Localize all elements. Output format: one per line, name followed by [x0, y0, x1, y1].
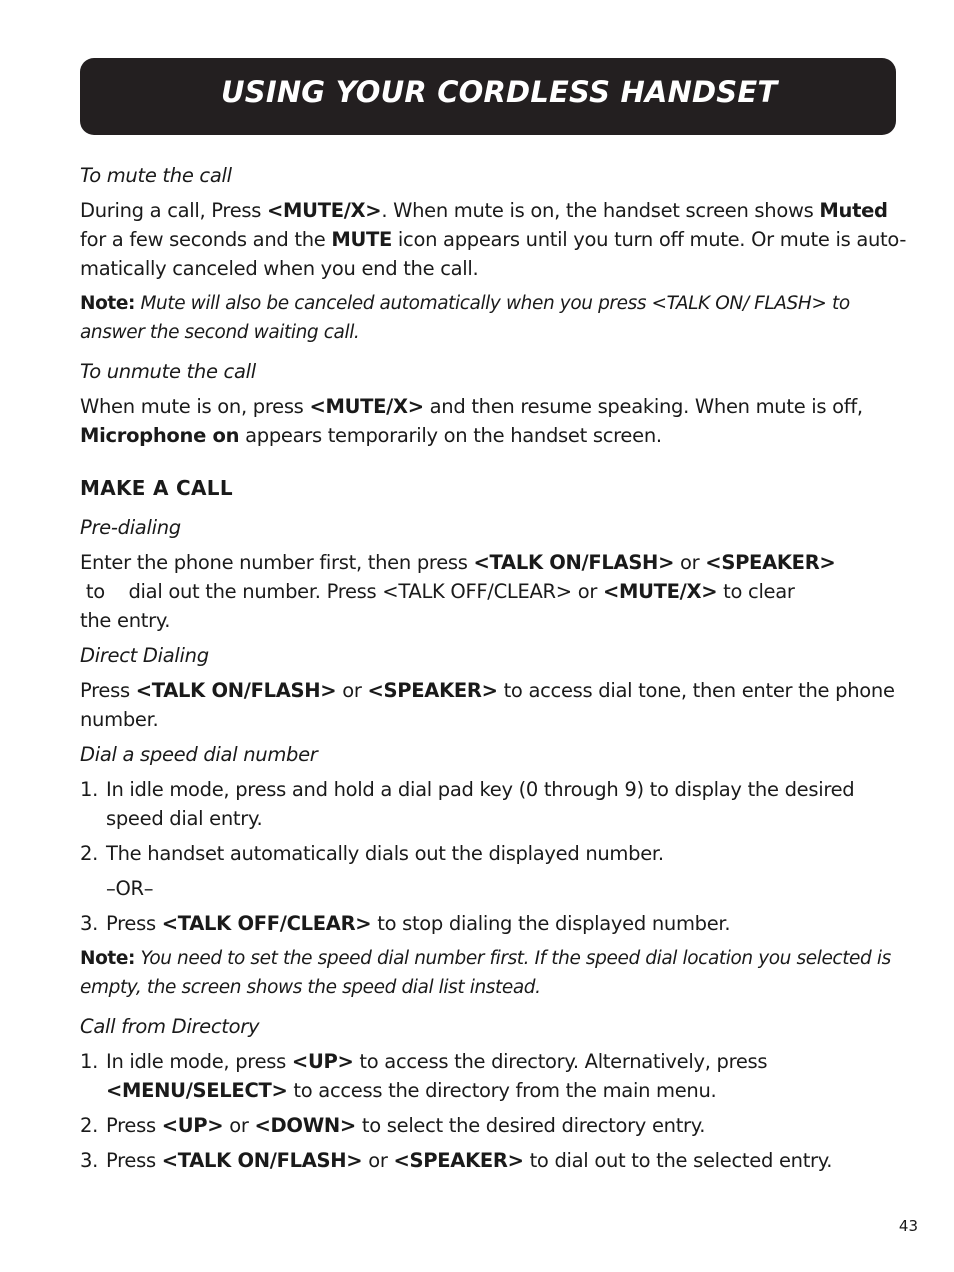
paragraph-mute: During a call, Press <MUTE/X>. When mute is on, the handset screen shows Muted for a few seconds and the MUTE icon appears until you turn off mute. Or mute is auto-matically canceled when you end the call.	[80, 199, 907, 280]
section-title-make-call: MAKE A CALL	[80, 476, 233, 500]
subheading-predial: Pre-dialing	[80, 516, 181, 539]
list-item: 1. In idle mode, press and hold a dial pad key (0 through 9) to display the desired speed dial entry.	[80, 778, 855, 830]
paragraph-predial: Enter the phone number first, then press <TALK ON/FLASH> or <SPEAKER> to dial out the number. Press <TALK OFF/CLEAR> or <MUTE/X> to clear the entry.	[80, 551, 836, 632]
page-content	[80, 155, 910, 1181]
speed-dial-steps	[80, 775, 910, 868]
directory-steps	[80, 1047, 910, 1175]
or-separator: –OR–	[106, 877, 154, 900]
subheading-directory: Call from Directory	[80, 1015, 260, 1038]
speed-dial-steps-cont	[80, 909, 910, 938]
page-header	[80, 58, 896, 135]
page-number: 43	[898, 1217, 918, 1235]
subheading-direct: Direct Dialing	[80, 644, 209, 667]
paragraph-unmute: When mute is on, press <MUTE/X> and then resume speaking. When mute is off, Microphone on appears temporarily on the handset screen.	[80, 395, 863, 447]
subheading-mute: To mute the call	[80, 164, 232, 187]
subheading-unmute: To unmute the call	[80, 360, 256, 383]
list-item: 3. Press <TALK OFF/CLEAR> to stop dialing the displayed number.	[80, 912, 731, 935]
list-item: 1. In idle mode, press <UP> to access the directory. Alternatively, press <MENU/SELECT> to access the directory from the main menu.	[80, 1050, 768, 1102]
page-title: USING YOUR CORDLESS HANDSET	[221, 75, 778, 109]
paragraph-direct: Press <TALK ON/FLASH> or <SPEAKER> to access dial tone, then enter the phone number.	[80, 679, 895, 731]
subheading-speed-dial: Dial a speed dial number	[80, 743, 318, 766]
note-mute: Note: Mute will also be canceled automatically when you press <TALK ON/ FLASH> to answer the second waiting call.	[80, 293, 850, 343]
list-item: 3. Press <TALK ON/FLASH> or <SPEAKER> to dial out to the selected entry.	[80, 1149, 833, 1172]
list-item: 2. Press <UP> or <DOWN> to select the desired directory entry.	[80, 1114, 706, 1137]
note-speed-dial: Note: You need to set the speed dial number first. If the speed dial location you selected is empty, the screen shows the speed dial list instead.	[80, 948, 891, 998]
list-item: 2. The handset automatically dials out the displayed number.	[80, 842, 664, 865]
